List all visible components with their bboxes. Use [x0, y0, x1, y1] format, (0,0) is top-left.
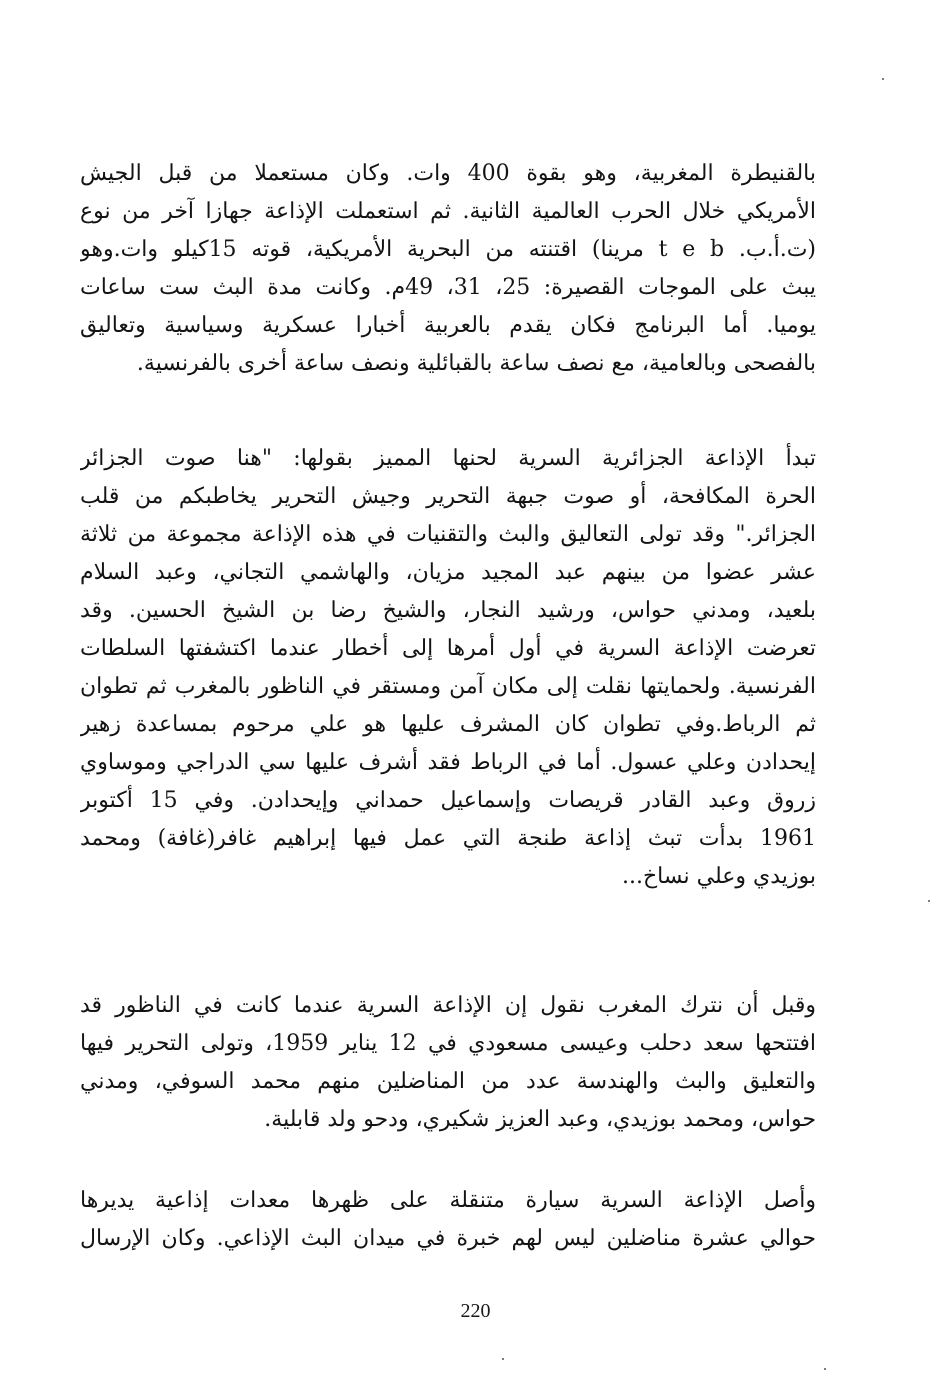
scan-speck: [928, 900, 930, 902]
paragraph-line: الأمريكي خلال الحرب العالمية الثانية. ثم استعملت الإذاعة جهازا آخر من نوع: [80, 199, 816, 224]
paragraph-line: الجزائر." وقد تولى التعاليق والبث والتقنيات في هذه الإذاعة مجموعة من ثلاثة: [80, 522, 816, 547]
paragraph-line: الفرنسية. ولحمايتها نقلت إلى مكان آمن ومستقر في الناظور بالمغرب ثم تطوان: [80, 674, 816, 699]
scan-speck: [882, 78, 884, 80]
paragraph-4: [80, 1182, 816, 1258]
paragraph-line: (ت.أ.ب. t e b مرينا) اقتنته من البحرية الأمريكية، قوته 15كيلو وات.وهو: [80, 237, 816, 262]
paragraph-line: تعرضت الإذاعة السرية في أول أمرها إلى أخطار عندما اكتشفتها السلطات: [80, 636, 816, 661]
scan-speck: [824, 1368, 826, 1370]
paragraph-3: [80, 987, 816, 1139]
paragraph-line: بوزيدي وعلي نساخ...: [622, 864, 816, 889]
paragraph-line: وأصل الإذاعة السرية سيارة متنقلة على ظهرها معدات إذاعية يديرها: [80, 1188, 816, 1213]
paragraph-line: حوالي عشرة مناضلين ليس لهم خبرة في ميدان البث الإذاعي. وكان الإرسال: [80, 1226, 816, 1251]
paragraph-line: والتعليق والبث والهندسة عدد من المناضلين منهم محمد السوفي، ومدني: [80, 1069, 816, 1094]
paragraph-line: بالفصحى وبالعامية، مع نصف ساعة بالقبائلية ونصف ساعة أخرى بالفرنسية.: [136, 351, 816, 376]
paragraph-line: يبث على الموجات القصيرة: 25، 31، 49م. وكانت مدة البث ست ساعات: [80, 275, 816, 300]
paragraph-line: تبدأ الإذاعة الجزائرية السرية لحنها المميز بقولها: "هنا صوت الجزائر: [80, 446, 816, 471]
paragraph-2: [80, 440, 816, 896]
paragraph-line: وقبل أن نترك المغرب نقول إن الإذاعة السرية عندما كانت في الناظور قد: [80, 993, 816, 1018]
paragraph-line: يوميا. أما البرنامج فكان يقدم بالعربية أخبارا عسكرية وسياسية وتعاليق: [80, 313, 816, 338]
paragraph-line: 1961 بدأت تبث إذاعة طنجة التي عمل فيها إبراهيم غافر(غافة) ومحمد: [80, 826, 816, 851]
paragraph-line: بلعيد، ومدني حواس، ورشيد النجار، والشيخ رضا بن الشيخ الحسين. وقد: [80, 598, 816, 623]
paragraph-1: [80, 155, 816, 383]
paragraph-line: إيحدادن وعلي عسول. أما في الرباط فقد أشرف عليها سي الدراجي وموساوي: [80, 750, 816, 775]
paragraph-line: الحرة المكافحة، أو صوت جبهة التحرير وجيش التحرير يخاطبكم من قلب: [80, 484, 816, 509]
paragraph-line: عشر عضوا من بينهم عبد المجيد مزيان، والهاشمي التجاني، وعبد السلام: [80, 560, 816, 585]
scan-speck: [502, 1358, 504, 1360]
paragraph-line: بالقنيطرة المغربية، وهو بقوة 400 وات. وكان مستعملا من قبل الجيش: [80, 161, 816, 186]
page-number: 220: [460, 1300, 491, 1322]
paragraph-line: افتتحها سعد دحلب وعيسى مسعودي في 12 يناير 1959، وتولى التحرير فيها: [80, 1031, 816, 1056]
paragraph-line: زروق وعبد القادر قريصات وإسماعيل حمداني وإيحدادن. وفي 15 أكتوبر: [80, 788, 816, 813]
paragraph-line: ثم الرباط.وفي تطوان كان المشرف عليها هو علي مرحوم بمساعدة زهير: [80, 712, 816, 737]
paragraph-line: حواس، ومحمد بوزيدي، وعبد العزيز شكيري، ودحو ولد قابلية.: [264, 1107, 816, 1132]
